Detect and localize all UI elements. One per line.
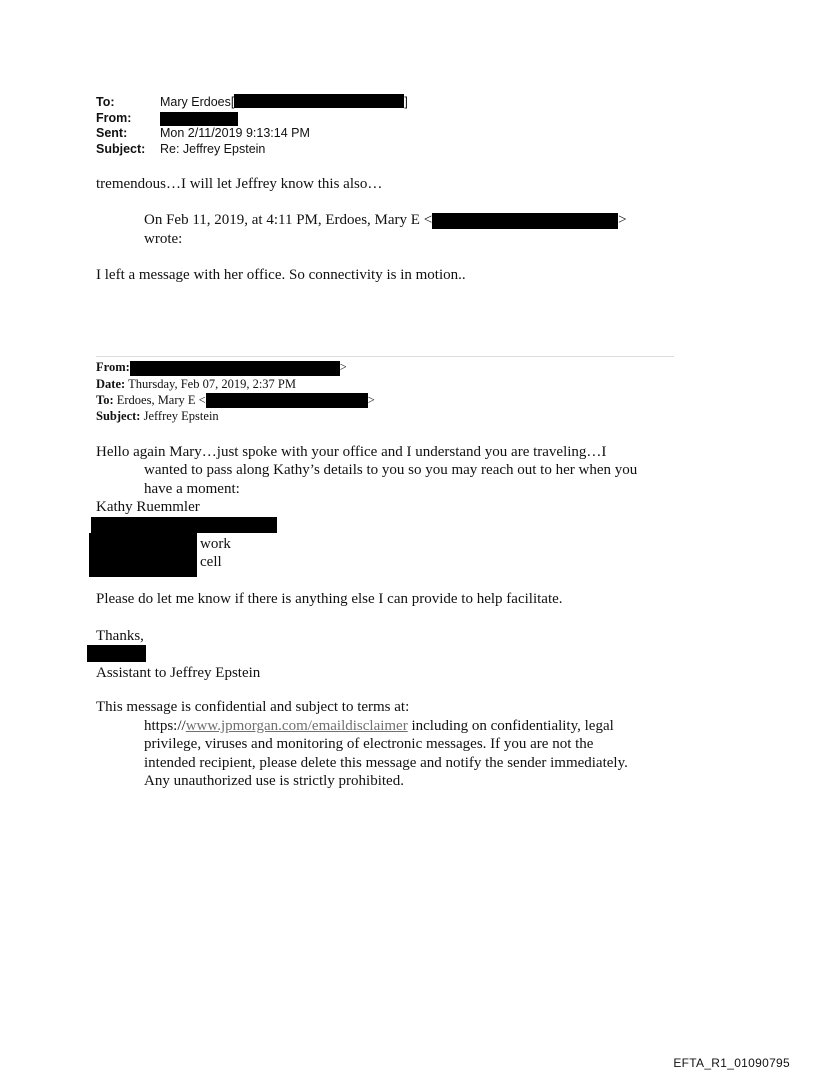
quote-intro: On Feb 11, 2019, at 4:11 PM, Erdoes, Mary E < >: [144, 212, 627, 228]
redaction-box: [91, 517, 277, 533]
redaction-box: [206, 393, 368, 408]
reply-body: tremendous…I will let Jeffrey know this also…: [96, 176, 383, 192]
disclaimer-link[interactable]: www.jpmorgan.com/emaildisclaimer: [185, 718, 408, 734]
forwarded-subject-row: Subject: Jeffrey Epstein: [96, 409, 219, 424]
disclaimer-line: privilege, viruses and monitoring of electronic messages. If you are not the: [144, 736, 594, 752]
message-line: wanted to pass along Kathy’s details to you so you may reach out to her when you: [144, 462, 638, 478]
redaction-box: [130, 361, 340, 376]
email-header: [96, 95, 408, 157]
quote-body: I left a message with her office. So connectivity is in motion..: [96, 267, 466, 283]
message-line: have a moment:: [144, 481, 240, 497]
forwarded-from-row: From: >: [96, 360, 347, 374]
cell-label: cell: [200, 554, 222, 570]
contact-name: Kathy Ruemmler: [96, 499, 200, 515]
subject-value: Re: Jeffrey Epstein: [160, 141, 266, 156]
message-line: Hello again Mary…just spoke with your office and I understand you are traveling…I: [96, 444, 607, 460]
disclaimer-line: Any unauthorized use is strictly prohibited.: [144, 773, 404, 789]
forwarded-date-row: Date: Thursday, Feb 07, 2019, 2:37 PM: [96, 376, 297, 391]
redaction-box: [160, 112, 238, 126]
subject-label: Subject:: [96, 141, 146, 156]
forwarded-to-row: To: Erdoes, Mary E < >: [96, 392, 375, 407]
redaction-box: [234, 94, 404, 108]
thanks: Thanks,: [96, 628, 144, 644]
to-value: Mary Erdoes[ ]: [160, 95, 408, 109]
document-id: EFTA_R1_01090795: [673, 1056, 790, 1070]
header-sent-row: [96, 126, 408, 142]
forwarded-header: [96, 359, 375, 424]
disclaimer-line: This message is confidential and subject to terms at:: [96, 699, 410, 715]
sent-label: Sent:: [96, 126, 128, 140]
divider: [96, 356, 674, 357]
signature: Assistant to Jeffrey Epstein: [96, 665, 261, 681]
redaction-box: [87, 645, 146, 662]
disclaimer-line: intended recipient, please delete this message and notify the sender immediately.: [144, 755, 628, 771]
work-label: work: [200, 536, 231, 552]
header-to-row: [96, 95, 408, 111]
header-from-row: [96, 111, 408, 127]
sent-value: Mon 2/11/2019 9:13:14 PM: [160, 126, 310, 140]
header-subject-row: [96, 142, 408, 158]
redaction-box: [89, 533, 197, 577]
to-label: To:: [96, 95, 115, 109]
quote-wrote: wrote:: [144, 231, 183, 247]
disclaimer-line: https://www.jpmorgan.com/emaildisclaimer including on confidentiality, legal: [144, 718, 614, 734]
from-label: From:: [96, 110, 132, 125]
message-line: Please do let me know if there is anything else I can provide to help facilitate.: [96, 591, 563, 607]
redaction-box: [432, 213, 618, 229]
